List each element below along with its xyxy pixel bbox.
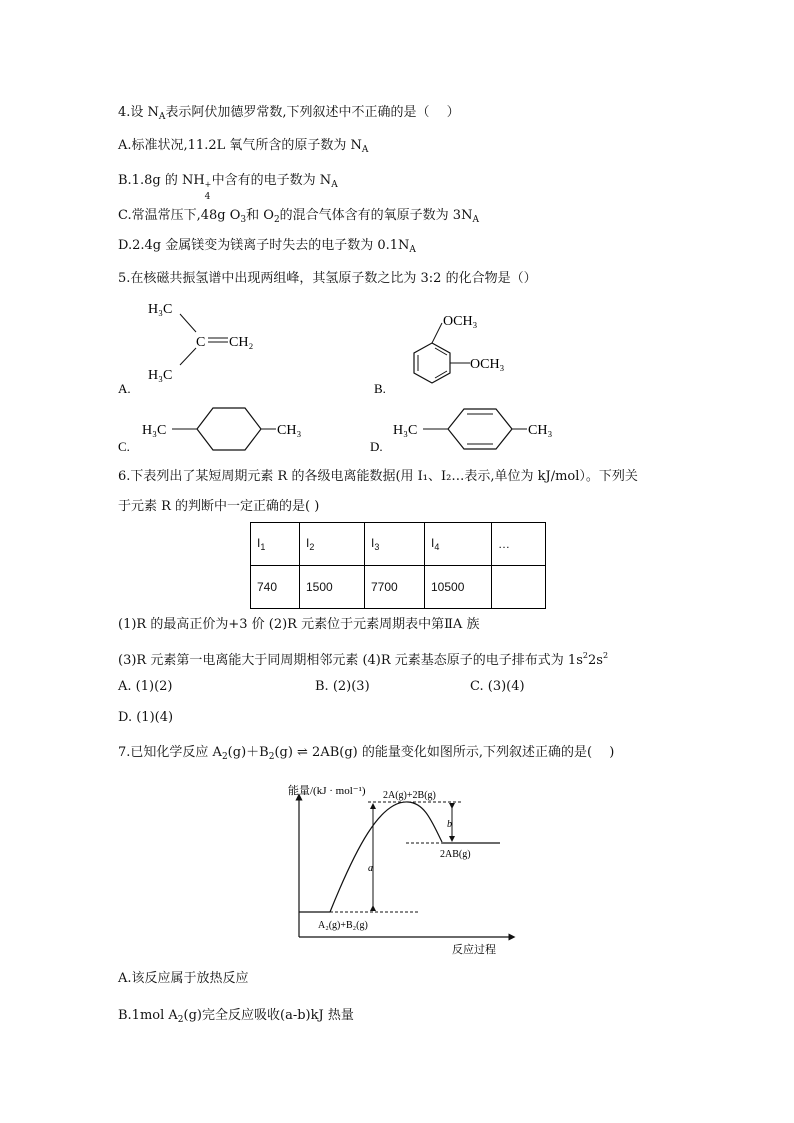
q6-option-a: A. (1)(2) [118, 679, 173, 694]
svg-text:H₃C: H₃C [393, 423, 418, 438]
q5-label-a: A. [118, 381, 131, 396]
q5-label-c: C. [118, 439, 130, 454]
value-cell [492, 566, 546, 609]
peak-label: 2A(g)+2B(g) [383, 790, 436, 801]
q6-option-c: C. (3)(4) [470, 679, 525, 694]
q7-stem: 7.已知化学反应 $A_2(g)+B_2(g)$ ⇌ 2AB(g) 的能量变化如图所示,下列叙述正确的是( ) [118, 745, 615, 762]
x-axis-label: 反应过程 [452, 944, 496, 956]
value-cell: 1500 [300, 566, 365, 609]
q4-option-d: D.2.4g 金属镁变为镁离子时失去的电子数为 $0.1N_A$ [118, 238, 416, 255]
q4-stem: 4.设 $N_A$表示阿伏加德罗常数,下列叙述中不正确的是（ ） [118, 105, 460, 122]
value-cell: 7700 [365, 566, 425, 609]
reactant-label: A₂(g)+B₂(g) [318, 920, 368, 931]
energy-curve [330, 802, 442, 912]
value-cell: 740 [251, 566, 300, 609]
product-label: 2AB(g) [440, 849, 471, 860]
table-header-row [251, 523, 546, 566]
q5-label-b: B. [374, 381, 386, 396]
q5-label-d: D. [370, 439, 383, 454]
q6-stem-line2: 于元素 R 的判断中一定正确的是( ) [118, 499, 320, 514]
y-axis-label: 能量/(kJ · mol⁻¹) [288, 785, 366, 797]
a-label: a [368, 863, 373, 874]
q4-option-b: B.1.8g 的 NH + 4 中含有的电子数为 $N_A$ [118, 173, 338, 202]
q6-stem-line1: 6.下表列出了某短周期元素 R 的各级电离能数据(用 I₁、I₂…表示,单位为 kJ/mol）。下列关 [118, 469, 638, 484]
structure-d [393, 409, 552, 449]
q6-statement-3-4: (3)R 元素第一电离能大于同周期相邻元素 (4)R 元素基态原子的电子排布式为 $1s^22s^2$ [118, 651, 609, 668]
structure-b [414, 314, 505, 383]
svg-text:C: C [196, 335, 206, 350]
svg-text:H₃C: H₃C [148, 368, 173, 383]
header-cell: $I_4$ [425, 523, 492, 566]
q6-statement-1-2: (1)R 的最高正价为+3 价 (2)R 元素位于元素周期表中第ⅡA 族 [118, 617, 480, 632]
q7-option-a: A.该反应属于放热反应 [118, 971, 249, 986]
q6-option-d: D. (1)(4) [118, 710, 174, 725]
q7-option-b: B.1mol $A_2(g)$完全反应吸收(a-b)kJ 热量 [118, 1008, 354, 1025]
q6-option-b: B. (2)(3) [315, 679, 370, 694]
q5-stem: 5.在核磁共振氢谱中出现两组峰，其氢原子数之比为 3:2 的化合物是（） [118, 271, 537, 286]
svg-text:H₃C: H₃C [148, 302, 173, 317]
svg-text:CH₃: CH₃ [528, 423, 553, 438]
value-cell: 10500 [425, 566, 492, 609]
ionization-energy-table [250, 522, 546, 609]
header-cell: $I_1$ [251, 523, 300, 566]
q5-structures [0, 290, 794, 470]
structure-a [148, 302, 253, 383]
svg-text:H₃C: H₃C [142, 423, 167, 438]
svg-text:CH₂: CH₂ [229, 335, 254, 350]
svg-text:OCH₃: OCH₃ [470, 357, 505, 372]
header-cell: … [492, 523, 546, 566]
svg-text:CH₃: CH₃ [277, 423, 302, 438]
q4-option-a: A.标准状况,11.2L 氧气所含的原子数为 $N_A$ [118, 138, 369, 155]
header-cell: $I_2$ [300, 523, 365, 566]
structure-c [142, 408, 301, 450]
svg-text:OCH₃: OCH₃ [443, 314, 478, 329]
b-label: b [447, 819, 452, 830]
table-row [251, 566, 546, 609]
energy-diagram [270, 775, 530, 965]
header-cell: $I_3$ [365, 523, 425, 566]
q4-option-c: C.常温常压下,48g $O_3$和 $O_2$的混合气体含有的氧原子数为 $3N_A$ [118, 208, 479, 225]
